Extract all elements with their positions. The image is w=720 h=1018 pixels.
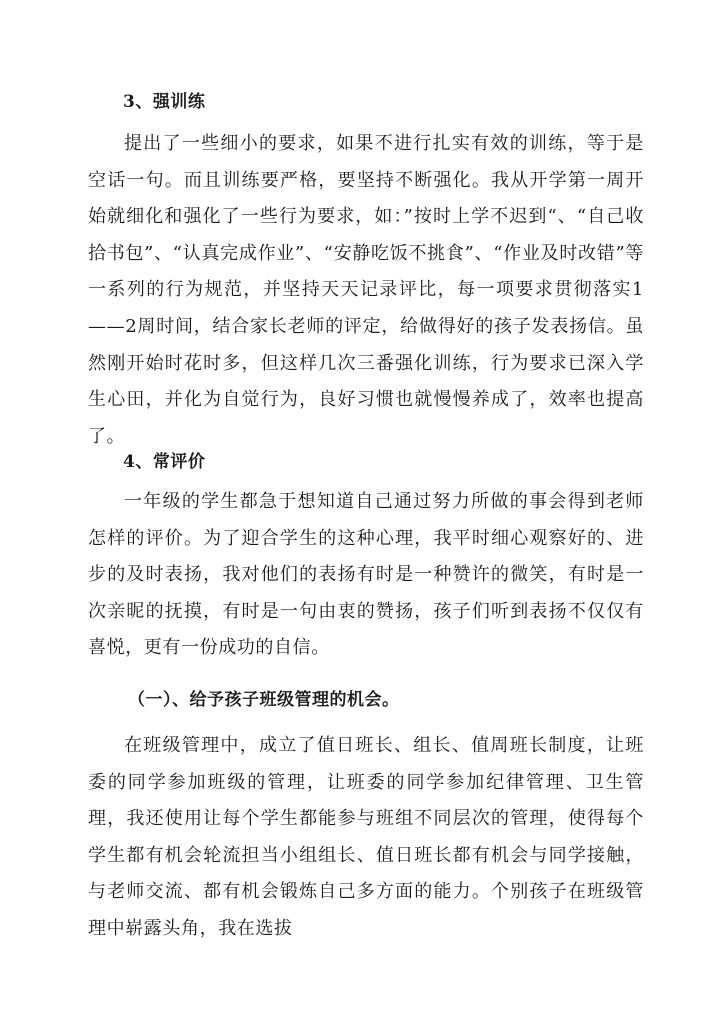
- section-paragraph-evaluation: 一年级的学生都急于想知道自己通过努力所做的事会得到老师怎样的评价。为了迎合学生的这种心理，我平时细心观察好的、进步的及时表扬，我对他们的表扬有时是一种赞许的微笑，有时是一次亲昵的抚摸，有时是一句由衷的赞扬，孩子们听到表扬不仅仅有喜悦，更有一份成功的自信。: [88, 491, 644, 659]
- section-heading-class-management: （一）、给予孩子班级管理的机会。: [128, 690, 400, 710]
- section-heading-evaluation: 4、常评价: [123, 452, 206, 472]
- section-heading-training: 3、强训练: [123, 92, 206, 112]
- section-paragraph-class-management: 在班级管理中，成立了值日班长、组长、值周班长制度，让班委的同学参加班级的管理，让班委的同学参加纪律管理、卫生管理，我还使用让每个学生都能参与班组不同层次的管理，使得每个学生都有机会轮流担当小组组长、值日班长都有机会与同学接触，与老师交流、都有机会锻炼自己多方面的能力。个别孩子在班级管理中崭露头角，我在选拔: [88, 735, 644, 939]
- section-paragraph-training: 提出了一些细小的要求，如果不进行扎实有效的训练，等于是空话一句。而且训练要严格，要坚持不断强化。我从开学第一周开始就细化和强化了一些行为要求，如：”按时上学不迟到“、“自己收拾书包”、“认真完成作业”、“安静吃饭不挑食”、“作业及时改错”等一系列的行为规范，并坚持天天记录评比，每一项要求贯彻落实1——2周时间，结合家长老师的评定，给做得好的孩子发表扬信。虽然刚开始时花时多，但这样几次三番强化训练，行为要求已深入学生心田，并化为自觉行为，良好习惯也就慢慢养成了，效率也提高了。: [88, 133, 644, 447]
